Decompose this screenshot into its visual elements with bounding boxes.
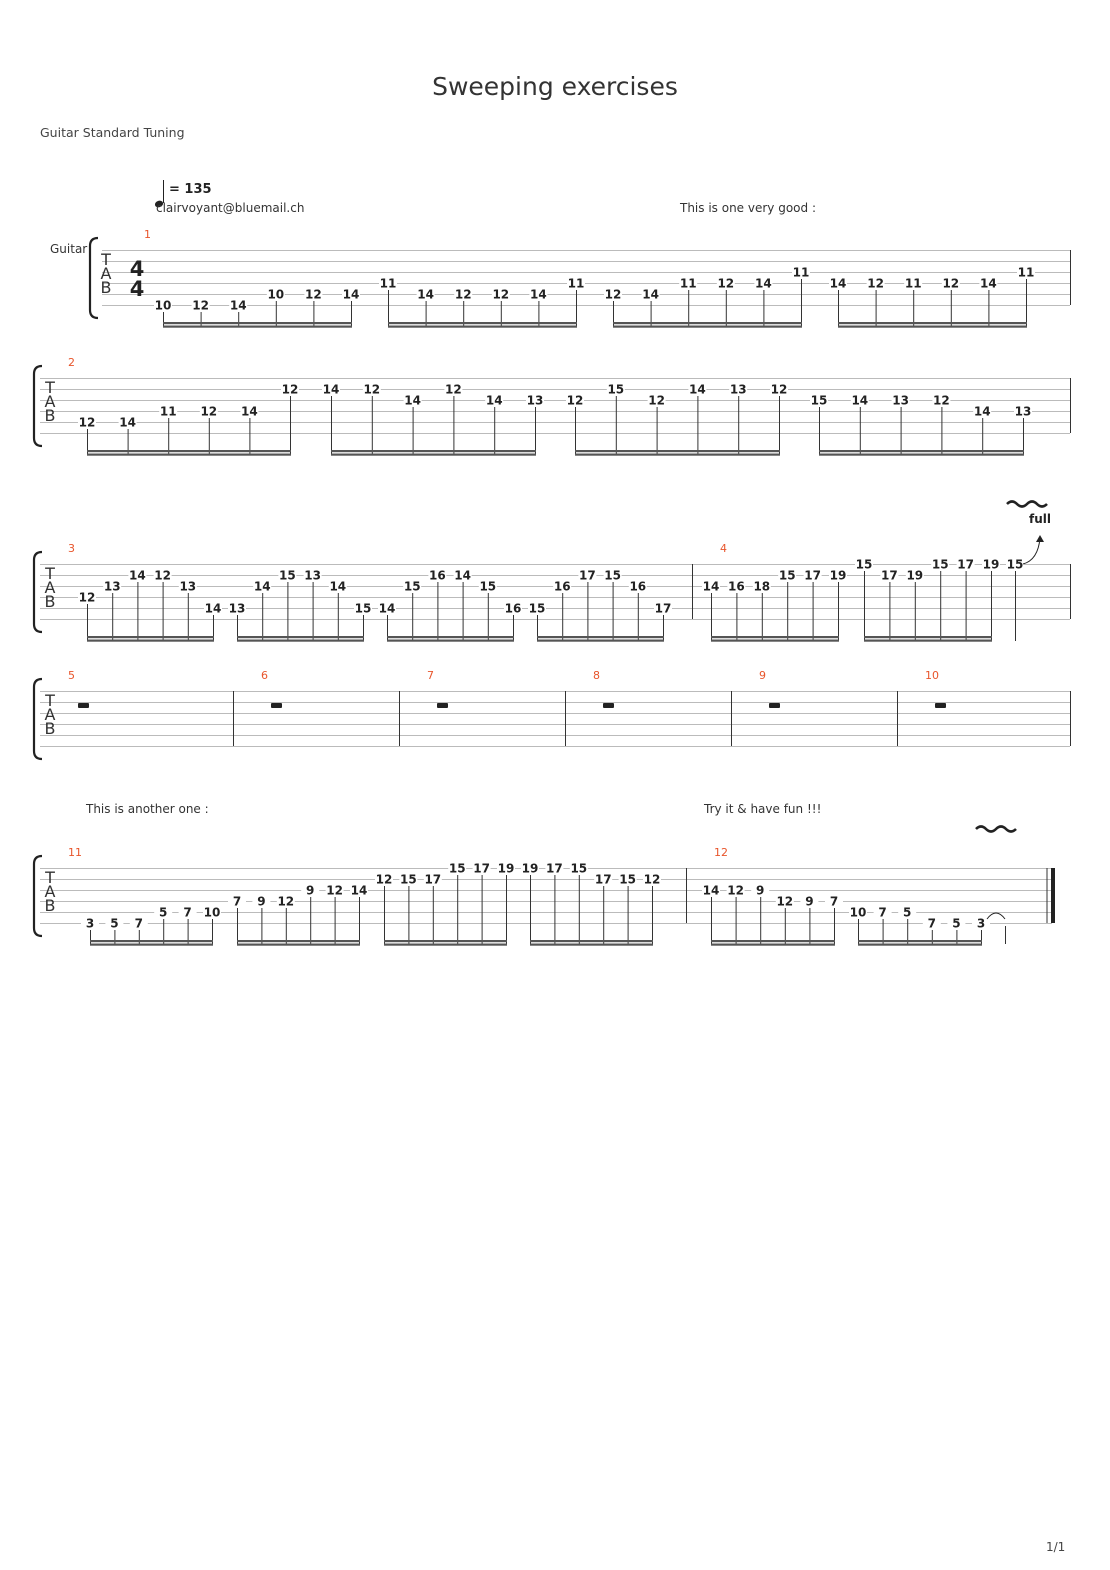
tab-clef-letter: B	[44, 719, 56, 738]
fret-number: 12	[375, 872, 393, 887]
fret-number: 12	[305, 287, 322, 302]
fret-number: 11	[679, 276, 697, 291]
beam	[387, 636, 514, 638]
fret-number: 19	[829, 568, 847, 583]
tab-clef-letter: B	[44, 896, 56, 915]
fret-number: 15	[279, 568, 296, 583]
fret-number: 14	[755, 276, 772, 291]
bar-number: 3	[68, 542, 75, 555]
fret-number: 14	[119, 415, 136, 430]
fret-number: 14	[229, 298, 247, 313]
fret-number: 9	[257, 894, 266, 909]
beam	[90, 940, 213, 942]
fret-number: 15	[448, 861, 466, 876]
tab-clef-letter: A	[100, 264, 112, 283]
beam	[237, 636, 364, 638]
beam	[384, 944, 507, 946]
fret-number: 7	[829, 894, 839, 909]
fret-number: 19	[521, 861, 539, 876]
fret-number: 13	[228, 601, 246, 616]
beam	[331, 450, 536, 452]
fret-number: 15	[528, 601, 546, 616]
fret-number: 14	[417, 287, 434, 302]
fret-number: 12	[78, 590, 96, 605]
beam	[537, 636, 664, 638]
fret-number: 17	[424, 872, 442, 887]
fret-number: 15	[570, 861, 588, 876]
beam	[87, 636, 214, 638]
fret-number: 7	[183, 905, 192, 920]
bar-number: 7	[427, 669, 434, 682]
fret-number: 15	[479, 579, 497, 594]
beam	[163, 322, 352, 324]
tab-clef-letter: B	[100, 278, 112, 297]
fret-number: 15	[403, 579, 421, 594]
final-bar-thick	[1051, 868, 1055, 923]
fret-number: 14	[204, 601, 222, 616]
fret-number: 12	[566, 393, 584, 408]
fret-number: 11	[379, 276, 397, 291]
bar-number: 5	[68, 669, 75, 682]
fret-number: 17	[957, 557, 974, 572]
beam	[864, 640, 992, 642]
bar-number: 8	[593, 669, 600, 682]
fret-number: 12	[933, 393, 950, 408]
fret-number: 12	[200, 404, 218, 419]
tab-clef-letter: B	[44, 592, 56, 611]
tab-clef-letter: B	[44, 406, 56, 425]
beam	[87, 640, 214, 642]
fret-number: 5	[110, 916, 119, 931]
fret-number: 14	[702, 883, 720, 898]
annotation-text-2: This is another one :	[86, 802, 209, 816]
fret-number: 11	[1017, 265, 1035, 280]
fret-number: 12	[942, 276, 960, 291]
fret-number: 12	[192, 298, 209, 313]
fret-number: 14	[485, 393, 503, 408]
fret-number: 17	[594, 872, 612, 887]
fret-number: 14	[851, 393, 869, 408]
fret-number: 13	[526, 393, 544, 408]
fret-number: 14	[829, 276, 847, 291]
fret-number: 16	[429, 568, 446, 583]
fret-number: 7	[878, 905, 887, 920]
rest-symbol	[271, 703, 282, 708]
score-title: Sweeping exercises	[432, 72, 678, 101]
fret-number: 9	[805, 894, 814, 909]
fret-number: 14	[350, 883, 368, 898]
fret-number: 17	[881, 568, 898, 583]
beam	[537, 640, 664, 642]
fret-number: 12	[770, 382, 788, 397]
tab-clef-letter: A	[44, 392, 56, 411]
fret-number: 16	[629, 579, 647, 594]
bend-arrowhead	[1036, 535, 1044, 542]
system-bracket	[90, 238, 98, 318]
rest-symbol	[769, 703, 780, 708]
beam	[711, 636, 839, 638]
fret-number: 15	[810, 393, 828, 408]
vibrato-mark	[976, 827, 1016, 832]
tab-clef-letter: A	[44, 882, 56, 901]
fret-number: 14	[454, 568, 471, 583]
fret-number: 3	[85, 916, 95, 931]
fret-number: 5	[903, 905, 912, 920]
fret-number: 12	[363, 382, 381, 397]
beam	[819, 454, 1024, 456]
beam	[331, 454, 536, 456]
fret-number: 14	[322, 382, 340, 397]
beam	[388, 326, 577, 328]
tab-clef-letter: T	[45, 691, 55, 710]
fret-number: 11	[159, 404, 177, 419]
fret-number: 15	[607, 382, 625, 397]
fret-number: 14	[342, 287, 360, 302]
fret-number: 14	[973, 404, 991, 419]
fret-number: 11	[792, 265, 810, 280]
beam	[858, 944, 982, 946]
beam	[711, 940, 835, 942]
beam	[530, 944, 653, 946]
tab-system	[34, 846, 1055, 946]
tab-systems	[34, 228, 1071, 946]
tab-clef-letter: T	[101, 250, 111, 269]
tab-system	[34, 669, 1071, 759]
fret-number: 17	[804, 568, 821, 583]
bar-number: 9	[759, 669, 766, 682]
author-text: clairvoyant@bluemail.ch	[156, 201, 305, 215]
fret-number: 12	[643, 872, 661, 887]
fret-number: 17	[579, 568, 596, 583]
fret-number: 13	[892, 393, 909, 408]
beam	[575, 454, 780, 456]
fret-number: 14	[689, 382, 706, 397]
fret-number: 14	[530, 287, 547, 302]
fret-number: 16	[504, 601, 522, 616]
tab-clef-letter: T	[45, 868, 55, 887]
vibrato-mark	[1007, 502, 1047, 507]
fret-number: 14	[253, 579, 271, 594]
fret-number: 12	[727, 883, 744, 898]
beam	[87, 454, 291, 456]
annotation-text-1: This is one very good :	[680, 201, 816, 215]
fret-number: 10	[154, 298, 172, 313]
beam	[237, 940, 360, 942]
fret-number: 12	[492, 287, 510, 302]
fret-number: 19	[982, 557, 1000, 572]
page-number: 1/1	[1046, 1540, 1066, 1554]
fret-number: 19	[497, 861, 515, 876]
fret-number: 18	[753, 579, 771, 594]
fret-number: 19	[906, 568, 924, 583]
fret-number: 12	[281, 382, 299, 397]
tab-system	[34, 542, 1071, 642]
fret-number: 11	[904, 276, 922, 291]
beam	[711, 944, 835, 946]
tab-clef-letter: A	[44, 705, 56, 724]
fret-number: 15	[778, 568, 796, 583]
fret-number: 15	[604, 568, 621, 583]
rest-symbol	[935, 703, 946, 708]
bar-number: 10	[925, 669, 939, 682]
tempo-value: = 135	[169, 182, 212, 197]
fret-number: 15	[1006, 557, 1024, 572]
beam	[388, 322, 577, 324]
beam	[387, 640, 514, 642]
fret-number: 5	[159, 905, 168, 920]
fret-number: 12	[867, 276, 884, 291]
beam	[613, 322, 802, 324]
fret-number: 13	[1014, 404, 1032, 419]
fret-number: 14	[378, 601, 396, 616]
fret-number: 16	[728, 579, 745, 594]
fret-number: 7	[134, 916, 143, 931]
fret-number: 10	[203, 905, 221, 920]
beam	[864, 636, 992, 638]
beam	[819, 450, 1024, 452]
beam	[87, 450, 291, 452]
fret-number: 14	[702, 579, 720, 594]
beam	[711, 640, 839, 642]
annotation-text-3: Try it & have fun !!!	[704, 802, 822, 816]
fret-number: 12	[154, 568, 171, 583]
beam	[838, 322, 1027, 324]
fret-number: 12	[604, 287, 622, 302]
rest-symbol	[437, 703, 448, 708]
beam	[384, 940, 507, 942]
fret-number: 13	[103, 579, 121, 594]
fret-number: 15	[931, 557, 949, 572]
fret-number: 13	[304, 568, 321, 583]
fret-number: 9	[306, 883, 315, 898]
fret-number: 7	[232, 894, 242, 909]
fret-number: 14	[642, 287, 659, 302]
fret-number: 7	[927, 916, 936, 931]
bar-number: 2	[68, 356, 75, 369]
beam	[90, 944, 213, 946]
fret-number: 12	[648, 393, 665, 408]
beam	[858, 940, 982, 942]
track-name-label: Guitar	[50, 242, 88, 256]
beam	[163, 326, 352, 328]
fret-number: 17	[473, 861, 490, 876]
bar-number: 11	[68, 846, 82, 859]
tuning-label: Guitar Standard Tuning	[40, 125, 185, 140]
fret-number: 15	[855, 557, 873, 572]
fret-number: 13	[729, 382, 747, 397]
beam	[575, 450, 780, 452]
fret-number: 17	[546, 861, 563, 876]
fret-number: 10	[267, 287, 285, 302]
fret-number: 12	[717, 276, 735, 291]
fret-number: 16	[553, 579, 571, 594]
fret-number: 13	[179, 579, 197, 594]
fret-number: 12	[277, 894, 295, 909]
fret-number: 12	[454, 287, 472, 302]
tab-clef-letter: T	[45, 564, 55, 583]
fret-number: 12	[776, 894, 794, 909]
tab-system	[90, 228, 1071, 328]
bend-label: full	[1029, 512, 1051, 526]
bar-number: 4	[720, 542, 727, 555]
fret-number: 15	[354, 601, 372, 616]
fret-number: 15	[619, 872, 636, 887]
bar-number: 6	[261, 669, 268, 682]
time-signature-top: 4	[129, 257, 145, 281]
fret-number: 14	[980, 276, 997, 291]
fret-number: 12	[445, 382, 462, 397]
bar-number: 12	[714, 846, 728, 859]
fret-number: 9	[756, 883, 765, 898]
time-signature-bottom: 4	[129, 277, 145, 301]
beam	[838, 326, 1027, 328]
tab-clef-letter: T	[45, 378, 55, 397]
rest-symbol	[603, 703, 614, 708]
fret-number: 3	[976, 916, 986, 931]
fret-number: 12	[326, 883, 343, 898]
tab-clef-letter: A	[44, 578, 56, 597]
fret-number: 14	[129, 568, 146, 583]
fret-number: 15	[400, 872, 417, 887]
beam	[530, 940, 653, 942]
beam	[613, 326, 802, 328]
tab-system	[34, 356, 1071, 456]
fret-number: 11	[567, 276, 585, 291]
fret-number: 10	[849, 905, 867, 920]
fret-number: 14	[404, 393, 421, 408]
beam	[237, 640, 364, 642]
fret-number: 12	[78, 415, 96, 430]
fret-number: 14	[241, 404, 258, 419]
beam	[237, 944, 360, 946]
bar-number: 1	[144, 228, 151, 241]
fret-number: 5	[952, 916, 961, 931]
rest-symbol	[78, 703, 89, 708]
fret-number: 17	[654, 601, 672, 616]
fret-number: 14	[329, 579, 347, 594]
